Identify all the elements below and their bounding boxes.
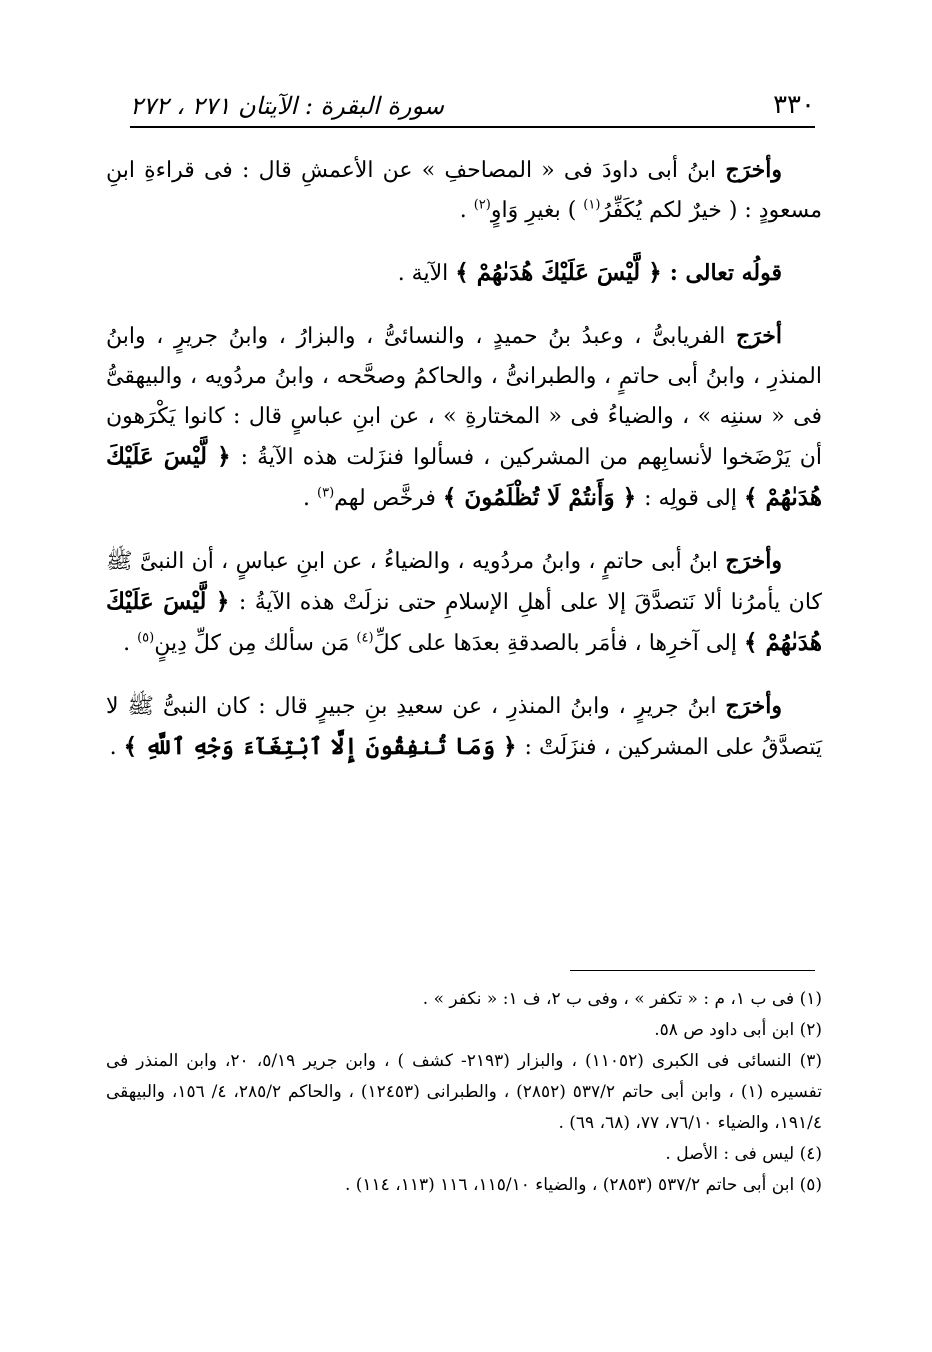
footnote-ref: (٥) <box>137 630 155 646</box>
paragraph-end: الآية . <box>397 261 456 286</box>
paragraph-lead: قولُه تعالى : <box>669 260 782 286</box>
footnote-ref: (٣) <box>317 485 335 501</box>
quran-verse: ﴿ لَّيْسَ عَلَيْكَ هُدَىٰهُمْ ﴾ <box>455 259 670 286</box>
footnote: (٤) ليس فى : الأصل . <box>665 1144 822 1164</box>
paragraph-text: ابنُ أبى داودَ فى « المصاحفِ » عن الأعمشِ قال : فى قراءةِ ابنِ مسعودٍ : ( خيرٌ لكم يُكَفِّرُ <box>106 158 822 223</box>
paragraph-end: . <box>109 735 124 760</box>
header-rule <box>130 126 815 128</box>
paragraph-lead: وأخرَج <box>725 157 782 183</box>
paragraph-2 <box>106 253 822 294</box>
footnote-ref: (٢) <box>473 197 491 213</box>
paragraph-5 <box>106 686 822 768</box>
running-header <box>130 70 815 120</box>
footnote-ref: (١) <box>583 197 601 213</box>
paragraph-end: . <box>123 631 138 656</box>
paragraph-text: ابنُ أبى حاتمٍ ، وابنُ مردُويه ، والضياءُ ، عن ابنِ عباسٍ ، أن النبىَّ ﷺ كان يأمرُنا ألا نَتصدَّقَ إلا على أهلِ الإسلامِ حتى نزلَتْ هذه الآيةُ : <box>106 549 822 615</box>
header-title: سورة البقرة : الآيتان ٢٧١ ، ٢٧٢ <box>130 92 445 120</box>
footnote: (١) فى ب ١، م : « تكفر » ، وفى ب ٢، ف ١: « نكفر » . <box>422 989 822 1009</box>
paragraph-lead: أخرَج <box>735 323 782 349</box>
paragraph-text: ابنُ جريرٍ ، وابنُ المنذرِ ، عن سعيدِ بنِ جبيرٍ قال : كان النبىُّ ﷺ لا يَتصدَّقُ على المشركين ، فنزَلَتْ : <box>106 694 822 760</box>
paragraph-text: الفريابىُّ ، وعبدُ بنُ حميدٍ ، والنسائىُّ ، والبزارُ ، وابنُ جريرٍ ، وابنُ المنذرِ ، وابنُ أبى حاتمٍ ، والطبرانىُّ ، والحاكمُ وصحَّحه ، وابنُ مردُويه ، والبيهقىُّ فى « سننِه » ، والضياءُ فى « المختارةِ » ، عن ابنِ عباسٍ قال : كانوا يَكْرَهون أن يَرْضَخوا لأنسابِهم من المشركين ، فسألوا فنزَلت هذه الآيةُ : <box>106 324 822 470</box>
paragraph-lead: وأخرَج <box>725 548 782 574</box>
paragraph-text: ) بغيرِ وَاوٍ <box>490 198 584 223</box>
footnote: (٥) ابن أبى حاتم ٥٣٧/٢ (٢٨٥٣) ، والضياء ١١٥/١٠، ١١٦ (١١٣، ١١٤) . <box>344 1175 822 1195</box>
paragraph-4 <box>106 541 822 664</box>
quran-verse: ﴿ لَّيْسَ عَلَيْكَ هُدَىٰهُمْ ﴾ <box>106 443 822 511</box>
footnote-rule <box>570 970 815 971</box>
paragraph-1 <box>106 150 822 231</box>
quran-verse: ﴿ لَّيْسَ عَلَيْكَ هُدَىٰهُمْ ﴾ <box>106 588 822 656</box>
quran-verse: ﴿ وَأَنتُمْ لَا تُظْلَمُونَ ﴾ <box>442 484 645 511</box>
quran-verse: ﴿ وَمَا تُنفِقُونَ إِلَّا ٱبْتِغَآءَ وَجْهِ ٱللَّهِ ﴾ <box>123 733 525 760</box>
footnote: (٢) ابن أبى داود ص ٥٨. <box>654 1020 822 1040</box>
main-text <box>106 150 822 790</box>
paragraph-text: مَن سألك مِن كلِّ دِينٍ <box>154 631 357 656</box>
paragraph-lead: وأخرَج <box>725 693 782 719</box>
paragraph-end: . <box>303 486 318 511</box>
paragraph-3 <box>106 316 822 519</box>
footnotes <box>106 984 822 1201</box>
paragraph-end: . <box>459 198 474 223</box>
footnote-ref: (٤) <box>356 630 374 646</box>
paragraph-text: إلى قولِه : <box>644 486 744 511</box>
footnote: (٣) النسائى فى الكبرى (١١٠٥٢) ، والبزار (٢١٩٣- كشف ) ، وابن جرير ٥/١٩، ٢٠، وابن المنذر فى تفسيره (١) ، وابن أبى حاتم ٥٣٧/٢ (٢٨٥٢) ، والطبرانى (١٢٤٥٣) ، والحاكم ٢٨٥/٢، ٤/ ١٥٦، والبيهقى ١٩١/٤، والضياء ٧٦/١٠، ٧٧، (٦٨، ٦٩) . <box>106 1051 823 1133</box>
paragraph-text: فرخَّص لهم <box>334 486 443 511</box>
paragraph-text: إلى آخرِها ، فأمَر بالصدقةِ بعدَها على كلِّ <box>373 631 744 656</box>
page-number: ٣٣٠ <box>773 90 815 120</box>
